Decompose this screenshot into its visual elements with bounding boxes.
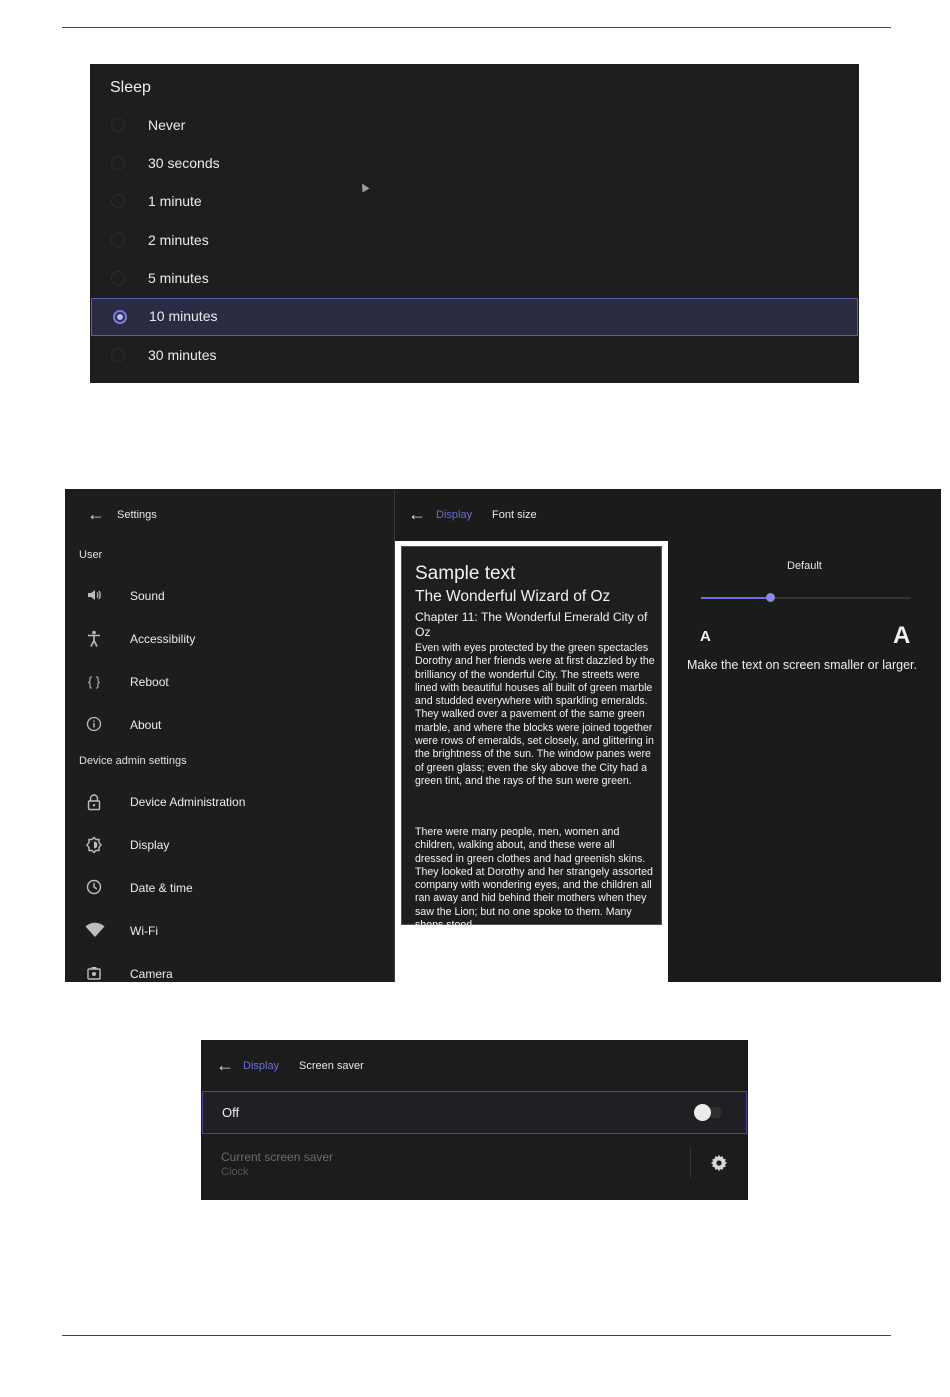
preview-sample-title: Sample text (415, 563, 516, 584)
preview-paragraph: There were many people, men, women and children, walking about, and these were all dressed in green clothes and had greenish skins. They looked at Dorothy and her strangely assorted company with wondering eyes, and the children all ran away and hid behind their mothers when they saw the Lion; but no one spoke to them. Many shops stood (415, 826, 653, 932)
settings-sidebar (65, 489, 394, 982)
section-device-admin: Device admin settings (79, 755, 187, 767)
toggle-state-label: Off (222, 1105, 240, 1120)
settings-item-sound[interactable] (65, 577, 394, 617)
settings-font-size-screen (65, 489, 941, 982)
screen-saver-toggle-row[interactable] (202, 1091, 747, 1134)
radio-icon[interactable] (111, 194, 125, 208)
item-label: Display (130, 838, 170, 852)
settings-item-date-time[interactable] (65, 869, 394, 909)
sleep-title: Sleep (110, 79, 151, 96)
item-label: Sound (130, 589, 165, 603)
small-text-icon: A (700, 628, 711, 645)
item-label: Wi-Fi (130, 924, 158, 938)
settings-item-accessibility[interactable] (65, 620, 394, 660)
page-title: Screen saver (299, 1060, 364, 1072)
sleep-option-2-minutes[interactable] (90, 222, 859, 260)
back-arrow-icon[interactable]: ← (216, 1055, 234, 1075)
settings-item-display[interactable] (65, 826, 394, 866)
page-title: Font size (492, 509, 537, 521)
font-preview (401, 546, 662, 932)
info-icon (85, 716, 103, 734)
toggle-knob[interactable] (694, 1104, 711, 1121)
braces-icon: { } (87, 674, 101, 689)
clock-icon (85, 879, 103, 897)
screen-saver-screen (201, 1040, 748, 1200)
bottom-rule (62, 1335, 891, 1336)
settings-item-about[interactable] (65, 706, 394, 746)
breadcrumb-display[interactable]: Display (436, 509, 473, 521)
preview-book-title: The Wonderful Wizard of Oz (415, 588, 611, 605)
slider-thumb[interactable] (766, 593, 775, 602)
back-arrow-icon[interactable]: ← (87, 504, 105, 524)
settings-item-camera[interactable] (65, 955, 394, 995)
option-label: 30 minutes (148, 347, 217, 363)
sleep-option-5-minutes[interactable] (90, 260, 859, 298)
settings-item-reboot[interactable] (65, 663, 394, 703)
item-label: Date & time (130, 881, 193, 895)
speaker-icon (85, 587, 103, 605)
radio-icon[interactable] (111, 118, 125, 132)
sleep-option-1-minute[interactable] (90, 183, 859, 221)
divider (690, 1146, 691, 1178)
sleep-option-10-minutes[interactable] (91, 298, 858, 336)
current-screen-saver-value: Clock (221, 1166, 249, 1178)
gear-icon[interactable] (710, 1154, 728, 1175)
preview-paragraph: Even with eyes protected by the green spectacles Dorothy and her friends were at first dazzled by the brilliancy of the wonderful City. The streets were lined with beautiful houses all built of green marble and studded everywhere with sparkling emeralds. They walked over a pavement of the same green marble, and where the blocks were joined together were rows of emeralds, set closely, and glittering in the brightness of the sun. The window panes were of green glass; even the sky above the City had a green tint, and the rays of the sun were green. (415, 642, 655, 787)
settings-item-wifi[interactable] (65, 912, 394, 952)
top-rule (62, 27, 891, 28)
item-label: Accessibility (130, 632, 196, 646)
option-label: 2 minutes (148, 232, 209, 248)
breadcrumb-display[interactable]: Display (243, 1060, 280, 1072)
back-arrow-icon[interactable]: ← (408, 504, 426, 524)
radio-icon[interactable] (111, 233, 125, 247)
option-label: 10 minutes (149, 308, 218, 324)
option-label: 30 seconds (148, 155, 220, 171)
settings-item-device-administration[interactable] (65, 783, 394, 823)
slider-fill (701, 597, 770, 599)
sleep-option-never[interactable] (90, 107, 859, 145)
item-label: About (130, 718, 162, 732)
radio-icon[interactable] (111, 271, 125, 285)
lock-icon (85, 793, 103, 811)
radio-selected-icon[interactable] (113, 310, 127, 324)
radio-icon[interactable] (111, 348, 125, 362)
accessibility-icon (85, 630, 103, 648)
sleep-dialog (90, 64, 859, 383)
radio-icon[interactable] (111, 156, 125, 170)
large-text-icon: A (893, 622, 911, 649)
sleep-option-30-minutes[interactable] (90, 337, 859, 375)
sleep-option-30-seconds[interactable] (90, 145, 859, 183)
option-label: Never (148, 117, 186, 133)
item-label: Camera (130, 967, 173, 981)
section-user: User (79, 549, 103, 561)
preview-chapter: Chapter 11: The Wonderful Emerald City of Oz (415, 610, 648, 639)
option-label: 5 minutes (148, 270, 209, 286)
font-size-description: Make the text on screen smaller or larger. (687, 658, 917, 672)
display-gear-icon (85, 836, 103, 854)
item-label: Device Administration (130, 795, 246, 809)
camera-icon (85, 965, 103, 983)
item-label: Reboot (130, 675, 169, 689)
wifi-icon (85, 922, 103, 940)
settings-title: Settings (117, 509, 157, 521)
font-size-level-label: Default (787, 560, 822, 572)
current-screen-saver-label: Current screen saver (221, 1150, 334, 1164)
option-label: 1 minute (148, 193, 202, 209)
